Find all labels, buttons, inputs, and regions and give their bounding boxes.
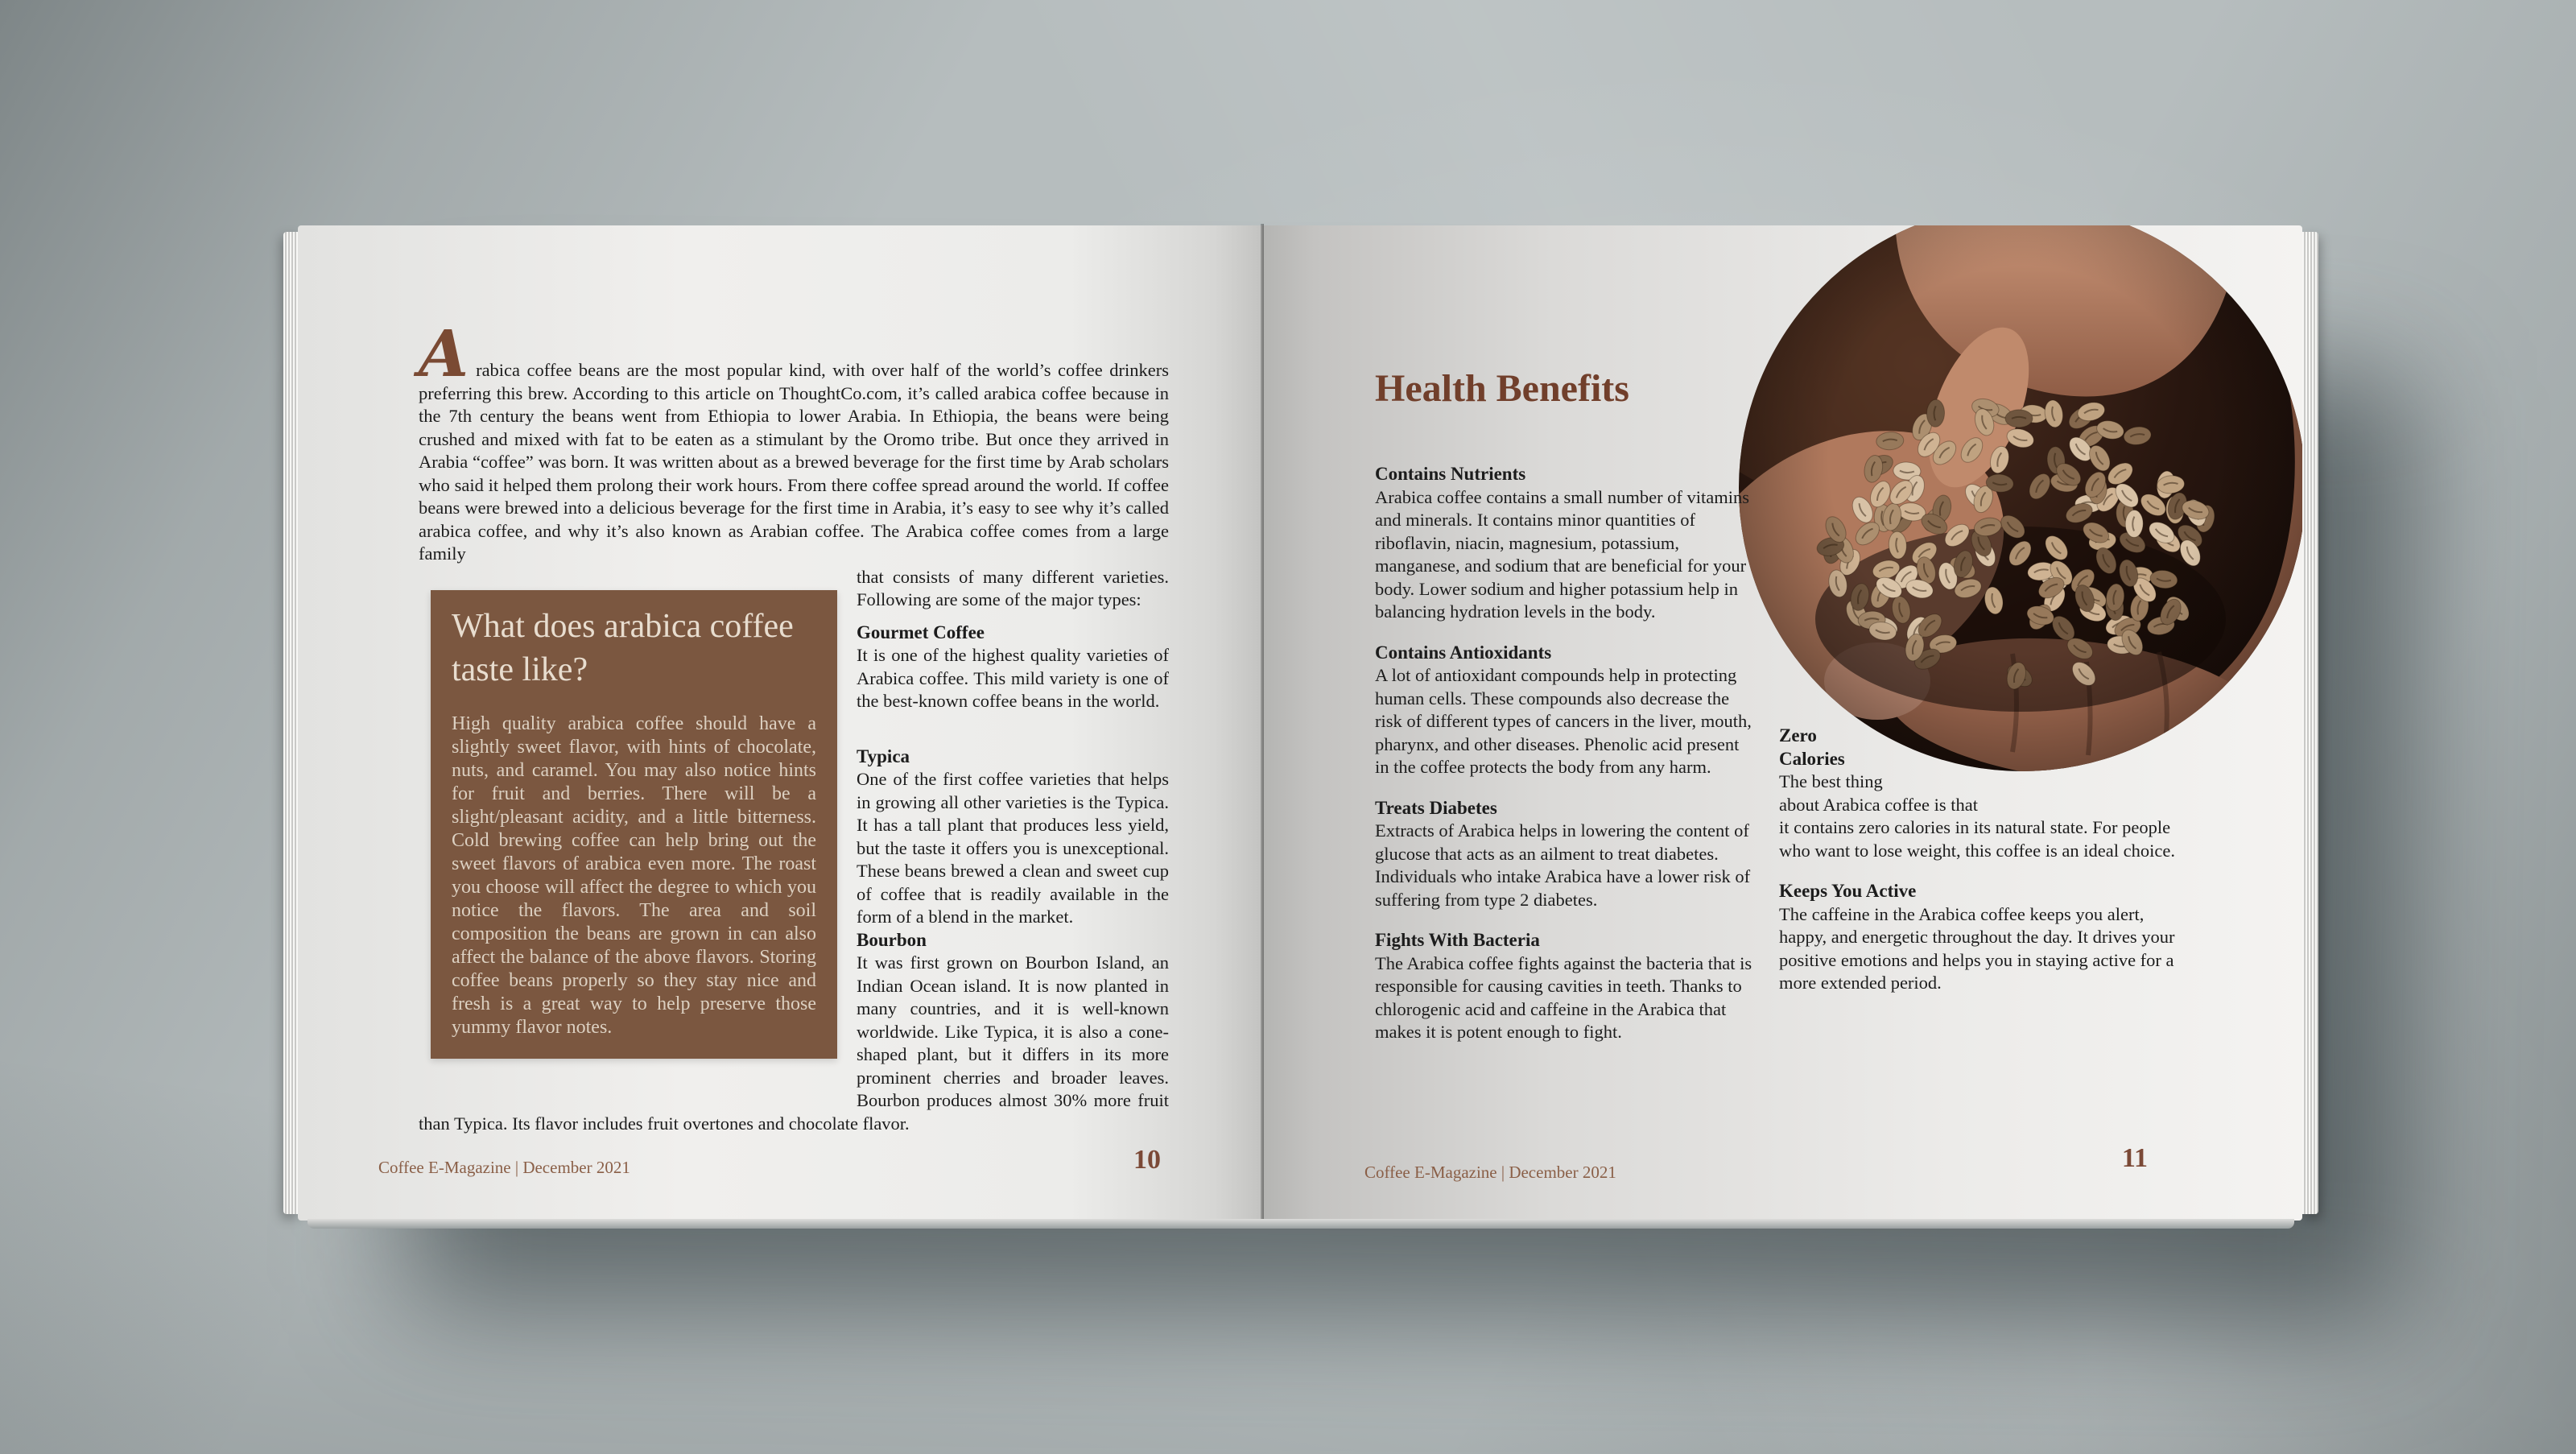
variety-heading: Bourbon <box>857 929 927 950</box>
intro-paragraph <box>419 316 1169 566</box>
variety-body: It is one of the highest quality varieties of Arabica coffee. This mild variety is one of the best-known coffee beans in the world. <box>857 645 1169 711</box>
intro-text: rabica coffee beans are the most popular kind, with over half of the world’s coffee drinkers preferring this brew. According to this article on ThoughtCo.com, it’s called arabica coffee because in the 7th century the beans went from Ethiopia to lower Arabia. In Ethiopia, the beans were being crushed and mixed with fat to be eaten as a stimulant by the Oromo tribe. But once they arrived in Arabia “coffee” was born. It was written about as a brewed beverage for the first time by Arab scholars who said it helped them prolong their work hours. From there coffee spread around the world. If coffee beans were brewed into a delicious beverage for the first time in Arabia, it’s easy to see why it’s called arabica coffee, and why it’s also known as Arabian coffee. The Arabica coffee comes from a large family <box>419 360 1169 564</box>
benefit-body: The best thing about Arabica coffee is that it contains zero calories in its natural state. For people who want to lose weight, this coffee is an ideal choice. <box>1779 771 2175 861</box>
page-stack-edges-right <box>2302 232 2318 1214</box>
magazine-spread <box>283 224 2318 1229</box>
benefit-heading: Treats Diabetes <box>1375 797 1497 818</box>
benefit-heading: Fights With Bacteria <box>1375 930 1540 950</box>
page-number-right: 11 <box>2121 1143 2148 1173</box>
taste-box-body: High quality arabica coffee should have a slightly sweet flavor, with hints of chocolate, nuts, and caramel. You may also notice hints for fruit and berries. There will be a slight/pleasant acidity, and a little bitterness. Cold brewing coffee can help bring out the sweet flavors of arabica even more. The roast you choose will affect the degree to which you notice the flavors. The area and soil composition the beans are grown in can also affect the balance of the above flavors. Storing coffee beans properly so they stay nice and fresh is a great way to help preserve those yummy flavor notes. <box>452 713 816 1038</box>
footer-left: Coffee E-Magazine | December 2021 <box>378 1158 630 1177</box>
benefit-heading: Contains Antioxidants <box>1375 642 1552 663</box>
page-number-left: 10 <box>1133 1145 1161 1175</box>
hands-holding-green-coffee-beans-photo <box>1739 225 2302 771</box>
variety-body: It was first grown on Bourbon Island, an Indian Ocean island. It is now planted in many countries, and it is well-known worldwide. Like Typica, it is also a cone-shaped plant, but it differs in its more prominent cherries and broader leaves. Bourbon produces almost 30% more fruit than Typica. Its flavor includes fruit overtones and chocolate flavor. <box>419 952 1169 1134</box>
benefit-contains-nutrients <box>1375 463 1753 624</box>
benefit-heading: Contains Nutrients <box>1375 464 1526 484</box>
benefit-keeps-you-active <box>1779 880 2175 995</box>
left-page <box>298 225 1262 1221</box>
variety-heading: Gourmet Coffee <box>857 622 985 642</box>
benefits-column-1 <box>1375 463 1753 1044</box>
variety-body: One of the first coffee varieties that helps in growing all other varieties is the Typica. It has a tall plant that produces less yield, but the taste it offers you is unexceptional. These beans brewed a clean and sweet cup of coffee that is readily available in the form of a blend in the market. <box>857 769 1169 927</box>
benefit-heading: Keeps You Active <box>1779 881 1917 901</box>
spine-fold <box>1261 224 1264 1221</box>
taste-box-heading: What does arabica coffee taste like? <box>452 607 794 688</box>
footer-right: Coffee E-Magazine | December 2021 <box>1364 1163 1616 1182</box>
benefit-body: The caffeine in the Arabica coffee keeps you alert, happy, and energetic throughout the day. It drives your positive emotions and helps you in staying active for a more extended period. <box>1779 903 2175 993</box>
benefit-body: The Arabica coffee fights against the bacteria that is responsible for causing cavities in teeth. Thanks to chlorogenic acid and caffeine in the Arabica that makes it is potent enough to fight. <box>1375 952 1752 1042</box>
page-stack-edges-left <box>283 232 299 1214</box>
coffee-beans-photo-illustration <box>1739 225 2302 771</box>
intro-continuation: that consists of many different varieties. Following are some of the major types: <box>857 566 1169 609</box>
benefit-contains-antioxidants <box>1375 642 1753 779</box>
benefit-fights-with-bacteria <box>1375 929 1753 1044</box>
benefit-body: A lot of antioxidant compounds help in protecting human cells. These compounds also decrease the risk of different types of cancers in the liver, mouth, pharynx, and other diseases. Phenolic acid present in the coffee protects the body from any harm. <box>1375 665 1752 777</box>
arabica-article <box>419 316 1169 1135</box>
health-benefits-heading: Health Benefits <box>1375 367 1629 410</box>
taste-callout-box <box>431 590 837 1059</box>
right-page <box>1262 225 2302 1221</box>
dropcap-letter: A <box>419 316 469 391</box>
benefit-body: Extracts of Arabica helps in lowering the content of glucose that acts as an ailment to treat diabetes. Individuals who intake Arabica have a lower risk of suffering from type 2 diabetes. <box>1375 820 1751 910</box>
benefit-heading: Zero Calories <box>1779 725 1845 769</box>
benefit-treats-diabetes <box>1375 797 1753 912</box>
benefit-body: Arabica coffee contains a small number of vitamins and minerals. It contains minor quantities of riboflavin, niacin, magnesium, potassium, manganese, and sodium that are beneficial for your body. Lower sodium and higher potassium help in balancing hydration levels in the body. <box>1375 486 1750 622</box>
benefits-column-2 <box>1779 725 2175 995</box>
variety-heading: Typica <box>857 746 910 766</box>
